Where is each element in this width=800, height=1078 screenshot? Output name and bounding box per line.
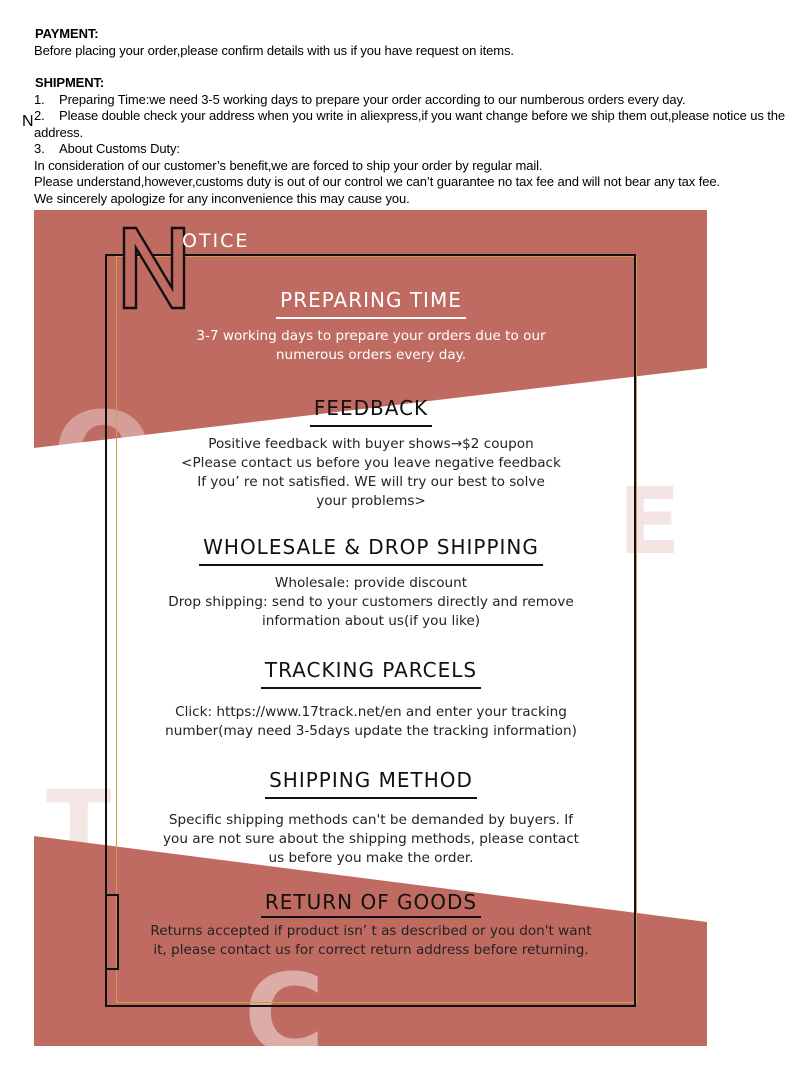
section-body: Specific shipping methods can't be demanded by buyers. If you are not sure about the shipping methods, please contact us before you make the order. xyxy=(162,812,580,866)
svg-text:N: N xyxy=(22,113,34,130)
shipment-heading: SHIPMENT: xyxy=(35,75,105,90)
section-body: Click: https://www.17track.net/en and enter your tracking number(may need 3-5days update the tracking information) xyxy=(165,704,577,739)
section-wholesale xyxy=(116,535,626,631)
payment-heading: PAYMENT: xyxy=(35,26,99,41)
policy-text-block xyxy=(34,26,800,207)
shipment-item xyxy=(34,92,800,109)
shipment-item-text: Preparing Time:we need 3-5 working days to prepare your order according to our numberous orders every day. xyxy=(59,91,686,107)
customs-line: Please understand,however,customs duty is out of our control we can’t guarantee no tax fee and will not bear any tax fee. xyxy=(34,174,720,189)
ghost-letter-o: O xyxy=(52,388,155,527)
notice-word: OTICE xyxy=(182,230,250,252)
shipment-item-text-wrap: address. xyxy=(34,124,84,140)
section-title: SHIPPING METHOD xyxy=(265,768,477,799)
section-title: PREPARING TIME xyxy=(276,288,466,319)
customs-line: In consideration of our customer’s benefit,we are forced to ship your order by regular mail. xyxy=(34,157,543,173)
section-shipping-method xyxy=(116,768,626,868)
section-body: Returns accepted if product isn’ t as described or you don't want it, please contact us for correct return address before returning. xyxy=(150,923,592,958)
ghost-letter-t: T xyxy=(46,770,112,882)
section-preparing-time xyxy=(116,288,626,365)
section-body: Wholesale: provide discount Drop shipping: send to your customers directly and remove information about us(if you like) xyxy=(168,575,574,629)
section-title: TRACKING PARCELS xyxy=(261,658,481,689)
shipment-item xyxy=(34,141,800,158)
shipment-item xyxy=(34,108,800,141)
shipment-list xyxy=(34,92,800,158)
ghost-letter-c: C xyxy=(244,950,325,1078)
shipment-item-number: 3. xyxy=(34,141,45,156)
section-title: FEEDBACK xyxy=(310,396,432,427)
shipment-item-number: 1. xyxy=(34,91,45,107)
shipment-item-text: About Customs Duty: xyxy=(59,141,180,156)
payment-text: Before placing your order,please confirm details with us if you have request on items. xyxy=(34,42,514,58)
section-return xyxy=(116,890,626,960)
customs-line: We sincerely apologize for any inconvenience this may cause you. xyxy=(34,190,410,206)
section-tracking xyxy=(116,658,626,741)
section-feedback xyxy=(116,396,626,511)
section-title: WHOLESALE & DROP SHIPPING xyxy=(199,535,543,566)
shipment-item-number: 2. xyxy=(34,108,45,123)
section-body: 3-7 working days to prepare your orders due to our numerous orders every day. xyxy=(196,328,546,363)
section-body: Positive feedback with buyer shows→$2 coupon <Please contact us before you leave negative feedback If you’ re not satisfied. WE will try our best to solve your problems> xyxy=(181,436,561,509)
ghost-letter-e: E xyxy=(618,468,681,575)
section-title: RETURN OF GOODS xyxy=(261,890,481,918)
shipment-item-text: Please double check your address when you write in aliexpress,if you want change before we ship them out,please notice us the xyxy=(59,108,786,123)
